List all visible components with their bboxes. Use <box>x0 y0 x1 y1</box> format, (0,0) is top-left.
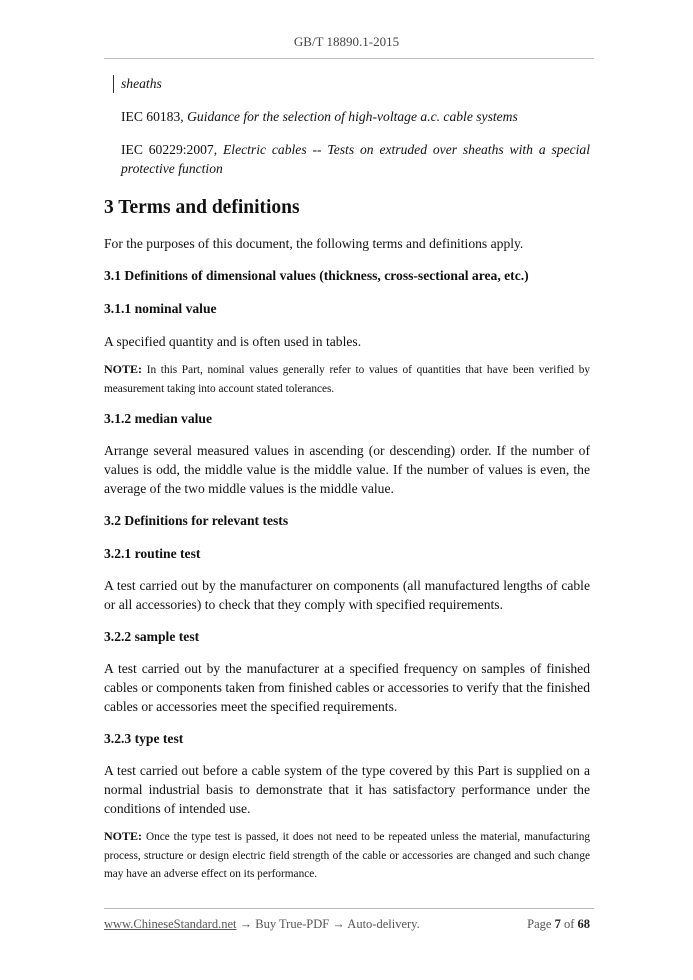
term-3-2-1-definition: A test carried out by the manufacturer on components (all manufactured lengths of cable or all accessories) to check that they comply with specified requirements. <box>104 578 590 612</box>
footer-promo <box>104 917 420 932</box>
term-3-1-1-heading: 3.1.1 nominal value <box>104 301 217 316</box>
term-3-1-2-definition: Arrange several measured values in ascending (or descending) order. If the number of values is odd, the middle value is the middle value. If the number of values is even, the average of the two middle values is the middle value. <box>104 443 590 496</box>
page-number: Page 7 of 68 <box>527 917 590 931</box>
header-divider <box>104 58 594 59</box>
site-link[interactable]: www.ChineseStandard.net <box>104 917 237 931</box>
term-3-2-1-heading: 3.2.1 routine test <box>104 546 201 561</box>
term-3-2-2-definition: A test carried out by the manufacturer at a specified frequency on samples of finished cables or components taken from finished cables or accessories to verify that the finished cables or accessories meet the specified requirements. <box>104 661 590 714</box>
note-label: NOTE: <box>104 362 143 376</box>
subsection-3-2-heading: 3.2 Definitions for relevant tests <box>104 513 289 528</box>
reference-iec60183: IEC 60183, Guidance for the selection of high-voltage a.c. cable systems <box>121 109 518 124</box>
term-3-2-2-heading: 3.2.2 sample test <box>104 629 200 644</box>
note-3-1-1 <box>104 360 590 398</box>
reference-continuation: sheaths <box>104 74 590 93</box>
term-3-2-3-definition: A test carried out before a cable system of the type covered by this Part is supplied on a normal industrial basis to demonstrate that it has satisfactory performance under the conditions of intended use. <box>104 763 590 816</box>
section-intro: For the purposes of this document, the following terms and definitions apply. <box>104 236 524 251</box>
revision-bar <box>113 75 114 93</box>
page-header: GB/T 18890.1-2015 <box>293 34 400 49</box>
note-label: NOTE: <box>104 829 143 843</box>
term-3-2-3-heading: 3.2.3 type test <box>104 731 184 746</box>
page-content <box>104 74 590 884</box>
subsection-3-1-heading: 3.1 Definitions of dimensional values (thickness, cross-sectional area, etc.) <box>104 268 529 283</box>
term-3-1-1-definition: A specified quantity and is often used in tables. <box>104 334 362 349</box>
section-heading: 3 Terms and definitions <box>104 197 300 218</box>
promo-text: → Buy True-PDF → Auto-delivery. <box>239 917 420 931</box>
note-text: Once the type test is passed, it does not need to be repeated unless the material, manufacturing process, structure or design electric field strength of the cable or accessories are changed and such change may have an adverse effect on its performance. <box>104 831 590 880</box>
note-text: In this Part, nominal values generally refer to values of quantities that have been verified by measurement taking into account stated tolerances. <box>104 364 590 395</box>
term-3-1-2-heading: 3.1.2 median value <box>104 411 212 426</box>
reference-iec60229: IEC 60229:2007, Electric cables -- Tests on extruded over sheaths with a special protective function <box>121 142 590 176</box>
note-3-2-3 <box>104 827 590 884</box>
footer-divider <box>104 908 594 909</box>
